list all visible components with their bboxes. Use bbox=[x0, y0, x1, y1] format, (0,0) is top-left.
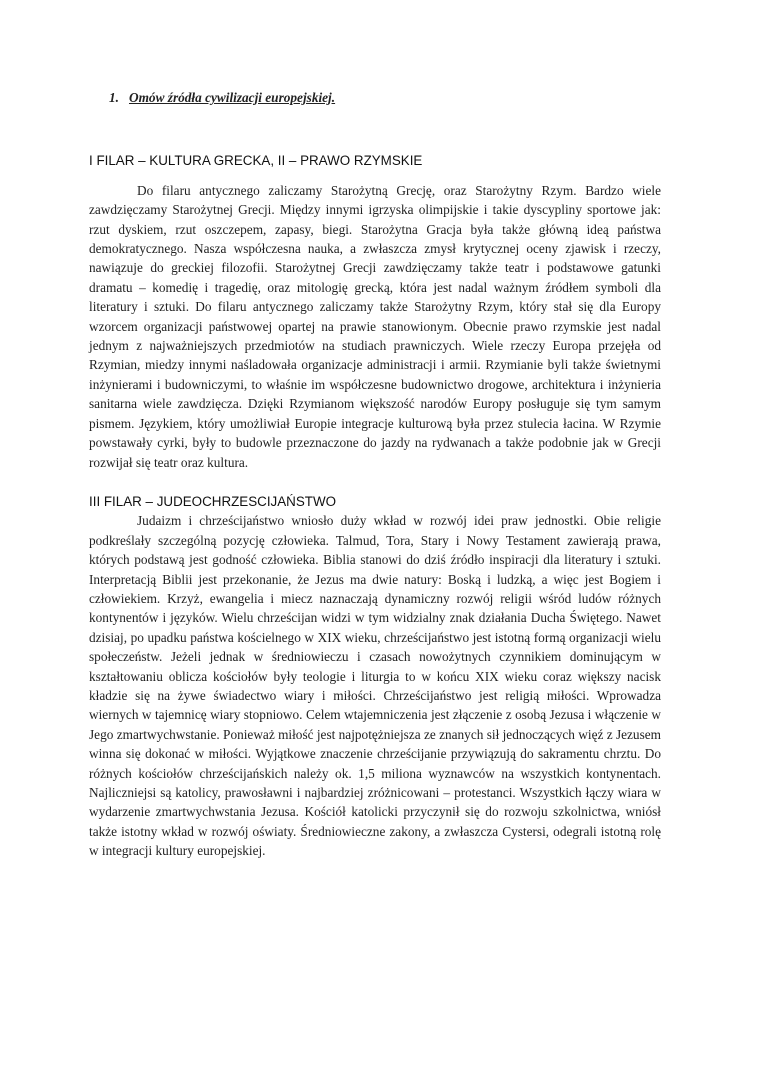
section-paragraph-judeochristian: Judaizm i chrześcijaństwo wniosło duży wkład w rozwój idei praw jednostki. Obie religie podkreślały szczególną pozycję człowieka. Talmud, Tora, Stary i Nowy Testament zawierają prawa, których podstawą jest godność człowieka. Biblia stanowi do dziś źródło inspiracji dla literatury i sztuki. Interpretacją Biblii jest przekonanie, że Jezus ma dwie natury: Boską i ludzką, a więc jest Bogiem i człowiekiem. Krzyż, ewangelia i miecz naznaczają dynamiczny rozwój religii wśród ludów różnych kontynentów i języków. Wielu chrześcijan widzi w tym widzialny znak działania Ducha Świętego. Nawet dzisiaj, po upadku państwa kościelnego w XIX wieku, chrześcijaństwo jest istotną formą organizacji wielu społeczeństw. Jeżeli jednak w średniowieczu i czasach nowożytnych czynnikiem dominującym w kształtowaniu oblicza kościołów były teologie i liturgia to w końcu XIX wieku coraz większy nacisk kładzie się na żywe świadectwo wiary i miłości. Chrześcijaństwo jest religią miłości. Wprowadza wiernych w tajemnicę wiary stopniowo. Celem wtajemniczenia jest złączenie z osobą Jezusa i włączenie w Jego zmartwychwstanie. Ponieważ miłość jest najpotężniejsza ze znanych sił jednoczących więź z Jezusem winna się dokonać w miłości. Wyjątkowe znaczenie chrześcijanie przywiązują do sakramentu chrztu. Do różnych kościołów chrześcijańskich należy ok. 1,5 miliona wyznawców na wszystkich kontynentach. Najliczniejsi są katolicy, prawosławni i najbardziej zróżnicowani – protestanci. Wszystkich łączy wiara w wydarzenie zmartwychwstania Jezusa. Kościół katolicki przyczynił się do rozwoju szkolnictwa, wniósł także istotny wkład w rozwój oświaty. Średniowieczne zakony, a zwłaszcza Cystersi, odegrali istotną rolę w integracji kultury europejskiej. bbox=[89, 513, 661, 859]
section-heading-judeochristian: III FILAR – JUDEOCHRZESCIJAŃSTWO bbox=[89, 493, 337, 509]
question-text: Omów źródła cywilizacji europejskiej. bbox=[128, 90, 336, 105]
question-title bbox=[109, 88, 661, 107]
document-body bbox=[89, 88, 661, 861]
section-heading-greek-roman: I FILAR – KULTURA GRECKA, II – PRAWO RZYMSKIE bbox=[89, 153, 423, 169]
section-paragraph-greek-roman: Do filaru antycznego zaliczamy Starożytną Grecję, oraz Starożytny Rzym. Bardzo wiele zawdzięczamy Starożytnej Grecji. Między innymi igrzyska olimpijskie i takie dyscypliny sportowe jak: rzut dyskiem, rzut oszczepem, zapasy, biegi. Starożytna Gracja była także główną ideą państwa demokratycznego. Nasza współczesna nauka, a zwłaszcza zmysł krytycznej oceny zjawisk i rzeczy, nawiązuje do greckiej filozofii. Starożytnej Grecji zawdzięczamy także teatr i podstawowe gatunki dramatu – komedię i tragedię, oraz mitologię grecką, która jest nadal ważnym źródłem symboli dla literatury i sztuki. Do filaru antycznego zaliczamy także Starożytny Rzym, który stał się dla Europy wzorcem organizacji państwowej opartej na prawie stanowionym. Obecnie prawo rzymskie jest nadal jednym z najważniejszych przedmiotów na studiach prawniczych. Wiele rzeczy Europa przejęła od Rzymian, miedzy innymi naśladowała organizacje administracji i armii. Rzymianie byli także świetnymi inżynierami i budowniczymi, to właśnie im współczesne budownictwo drogowe, architektura i inżynieria sanitarna wiele zawdzięcza. Dzięki Rzymianom większość narodów Europy posługuje się tym samym pismem. Językiem, który umożliwiał Europie integracje kulturową była przez stulecia łacina. W Rzymie powstawały cyrki, były to budowle przeznaczone do jazdy na rydwanach a także podobnie jak w Grecji rozwijał się teatr oraz kultura. bbox=[89, 182, 661, 470]
question-number: 1. bbox=[109, 90, 119, 105]
